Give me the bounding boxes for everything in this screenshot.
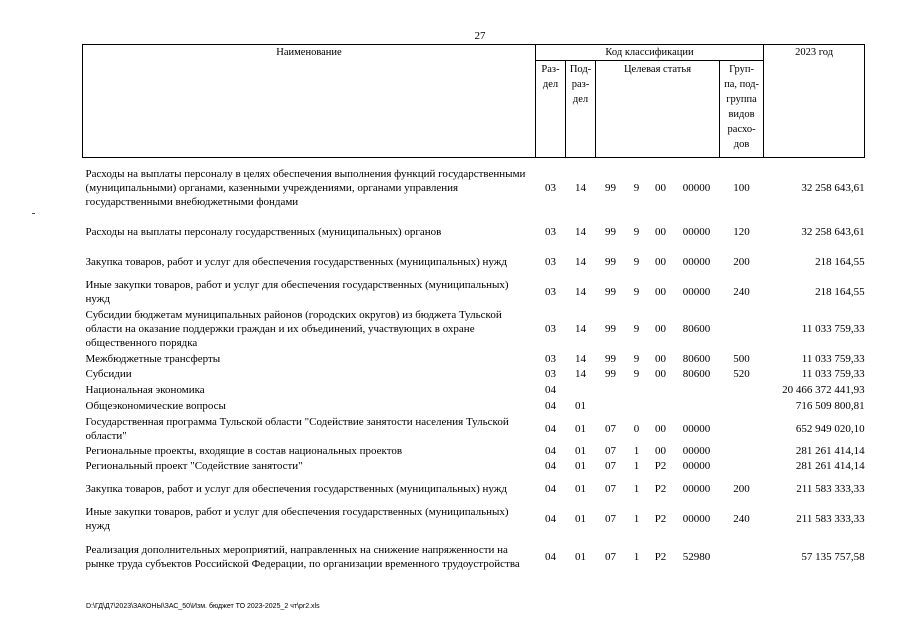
cell-amount: 281 261 414,14 xyxy=(795,459,865,472)
cell-name: Иные закупки товаров, работ и услуг для обеспечения государственных (муниципальных) нужд xyxy=(85,278,509,305)
header-row-top xyxy=(83,45,865,61)
table-row xyxy=(83,474,865,504)
cell-podrazdel: 14 xyxy=(575,322,586,335)
margin-mark xyxy=(32,213,35,214)
cell-target-subprogram: 9 xyxy=(633,181,640,194)
cell-target-subprogram: 1 xyxy=(633,482,640,495)
cell-razdel: 03 xyxy=(545,225,556,238)
cell-amount: 57 135 757,58 xyxy=(801,550,865,563)
cell-podrazdel: 01 xyxy=(575,550,586,563)
cell-target-code: 00000 xyxy=(682,482,711,495)
cell-name: Расходы на выплаты персоналу в целях обеспечения выполнения функций государственными (муниципальными) органами, казенными учреждениями, органами управления государственными внебюджетными фондами xyxy=(85,167,526,208)
cell-group xyxy=(720,398,764,414)
cell-name: Региональные проекты, входящие в состав национальных проектов xyxy=(85,444,403,457)
cell-podrazdel: 14 xyxy=(575,285,586,298)
cell-target-code: 00000 xyxy=(682,459,711,472)
cell-name: Субсидии бюджетам муниципальных районов (городских округов) из бюджета Тульской области на оказание поддержки граждан и их объединений, участвующих в охране общественного порядка xyxy=(85,308,502,349)
page-number: 27 xyxy=(474,30,486,42)
cell-amount: 211 583 333,33 xyxy=(796,512,865,525)
cell-podrazdel: 01 xyxy=(575,444,586,457)
cell-razdel: 03 xyxy=(545,322,556,335)
cell-target-program: 07 xyxy=(605,482,616,495)
cell-target-program: 07 xyxy=(605,459,616,472)
cell-group xyxy=(720,534,764,580)
cell-name: Закупка товаров, работ и услуг для обеспечения государственных (муниципальных) нужд xyxy=(85,255,507,268)
cell-amount: 218 164,55 xyxy=(815,255,865,268)
cell-target-direction: 00 xyxy=(655,352,666,365)
table-row xyxy=(83,352,865,366)
cell-podrazdel: 14 xyxy=(575,367,586,380)
cell-target-direction: 00 xyxy=(655,422,666,435)
cell-group: 240 xyxy=(733,285,750,298)
cell-group xyxy=(720,444,764,458)
header-razdel: Раз- дел xyxy=(536,61,566,158)
cell-razdel: 03 xyxy=(545,285,556,298)
cell-target-code: 52980 xyxy=(682,550,711,563)
cell-podrazdel xyxy=(566,382,596,398)
cell-group: 200 xyxy=(733,255,750,268)
cell-target-subprogram xyxy=(626,398,648,414)
cell-target-subprogram: 9 xyxy=(633,285,640,298)
cell-target-subprogram: 1 xyxy=(633,550,640,563)
cell-target-code: 00000 xyxy=(682,285,711,298)
cell-group: 200 xyxy=(733,482,750,495)
cell-name: Национальная экономика xyxy=(85,383,205,396)
cell-target-code: 80600 xyxy=(682,352,711,365)
cell-razdel: 04 xyxy=(545,422,556,435)
table-row xyxy=(83,504,865,534)
cell-name: Региональный проект "Содействие занятости" xyxy=(85,459,303,472)
cell-target-program: 07 xyxy=(605,444,616,457)
cell-razdel: 03 xyxy=(545,255,556,268)
cell-razdel: 04 xyxy=(545,399,556,412)
cell-group xyxy=(720,382,764,398)
cell-target-subprogram: 9 xyxy=(633,367,640,380)
table-row xyxy=(83,246,865,278)
cell-target-code: 00000 xyxy=(682,444,711,457)
cell-target-direction: 00 xyxy=(655,181,666,194)
table-row xyxy=(83,458,865,474)
cell-target-program: 07 xyxy=(605,550,616,563)
table-row xyxy=(83,534,865,580)
cell-target-program: 99 xyxy=(605,367,616,380)
cell-podrazdel: 01 xyxy=(575,482,586,495)
cell-amount: 32 258 643,61 xyxy=(801,181,865,194)
cell-amount: 218 164,55 xyxy=(815,285,865,298)
cell-target-code: 80600 xyxy=(682,367,711,380)
cell-amount: 211 583 333,33 xyxy=(796,482,865,495)
cell-group: 500 xyxy=(733,352,750,365)
cell-target-subprogram xyxy=(626,382,648,398)
cell-amount: 11 033 759,33 xyxy=(801,367,865,380)
table-row xyxy=(83,366,865,382)
cell-target-direction: 00 xyxy=(655,225,666,238)
cell-target-program xyxy=(596,382,626,398)
table-row xyxy=(83,444,865,458)
cell-name: Государственная программа Тульской области "Содействие занятости населения Тульской области" xyxy=(85,415,509,442)
cell-group: 520 xyxy=(733,367,750,380)
cell-target-direction xyxy=(648,398,674,414)
cell-podrazdel: 01 xyxy=(575,399,586,412)
cell-razdel: 04 xyxy=(545,459,556,472)
header-group: Груп- па, под- группа видов расхо- дов xyxy=(720,61,764,158)
cell-target-program xyxy=(596,398,626,414)
cell-amount: 11 033 759,33 xyxy=(801,322,865,335)
cell-razdel: 03 xyxy=(545,367,556,380)
cell-podrazdel: 14 xyxy=(575,255,586,268)
cell-razdel: 04 xyxy=(545,512,556,525)
cell-name: Общеэкономические вопросы xyxy=(85,399,226,412)
cell-target-program: 07 xyxy=(605,422,616,435)
cell-target-subprogram: 9 xyxy=(633,225,640,238)
cell-razdel: 04 xyxy=(545,444,556,457)
cell-target-code: 80600 xyxy=(682,322,711,335)
cell-amount: 281 261 414,14 xyxy=(795,444,865,457)
cell-target-program: 99 xyxy=(605,322,616,335)
cell-podrazdel: 01 xyxy=(575,422,586,435)
cell-razdel: 03 xyxy=(545,352,556,365)
cell-target-subprogram: 1 xyxy=(633,512,640,525)
file-path-footer: D:\ГД\Д7\2023\ЗАКОНЫ\ЗАС_50\Изм. бюджет ТО 2023-2025_2 чт\pr2.xls xyxy=(86,603,320,610)
cell-target-direction: P2 xyxy=(654,482,667,495)
cell-amount: 20 466 372 441,93 xyxy=(782,383,865,396)
cell-target-direction: P2 xyxy=(654,550,667,563)
cell-razdel: 04 xyxy=(545,482,556,495)
cell-target-program: 99 xyxy=(605,225,616,238)
cell-name: Закупка товаров, работ и услуг для обеспечения государственных (муниципальных) нужд xyxy=(85,482,507,495)
cell-target-direction: 00 xyxy=(655,367,666,380)
cell-target-subprogram: 9 xyxy=(633,255,640,268)
cell-target-subprogram: 1 xyxy=(633,444,640,457)
table-row xyxy=(83,278,865,306)
cell-group: 240 xyxy=(733,512,750,525)
cell-group: 120 xyxy=(733,225,750,238)
header-target: Целевая статья xyxy=(596,61,720,158)
cell-razdel: 03 xyxy=(545,181,556,194)
cell-target-direction: 00 xyxy=(655,255,666,268)
table-row xyxy=(83,398,865,414)
cell-target-subprogram: 1 xyxy=(633,459,640,472)
cell-target-program: 99 xyxy=(605,352,616,365)
cell-group xyxy=(720,306,764,352)
cell-target-code: 00000 xyxy=(682,422,711,435)
cell-name: Расходы на выплаты персоналу государственных (муниципальных) органов xyxy=(85,225,442,238)
cell-target-code xyxy=(674,382,720,398)
table-row xyxy=(83,382,865,398)
table-row xyxy=(83,158,865,218)
cell-target-direction: P2 xyxy=(654,512,667,525)
cell-name: Межбюджетные трансферты xyxy=(85,352,221,365)
cell-group: 100 xyxy=(733,181,750,194)
cell-group xyxy=(720,414,764,444)
cell-target-direction: P2 xyxy=(654,459,667,472)
cell-target-direction xyxy=(648,382,674,398)
cell-amount: 716 509 800,81 xyxy=(795,399,865,412)
cell-razdel: 04 xyxy=(545,550,556,563)
cell-target-direction: 00 xyxy=(655,444,666,457)
cell-target-subprogram: 9 xyxy=(633,322,640,335)
cell-name: Реализация дополнительных мероприятий, направленных на снижение напряженности на рынке труда субъектов Российской Федерации, по организации временного трудоустройства xyxy=(85,543,520,570)
cell-razdel: 04 xyxy=(545,383,556,396)
cell-target-direction: 00 xyxy=(655,322,666,335)
cell-podrazdel: 01 xyxy=(575,459,586,472)
cell-group xyxy=(720,458,764,474)
cell-target-code xyxy=(674,398,720,414)
cell-amount: 11 033 759,33 xyxy=(801,352,865,365)
cell-podrazdel: 14 xyxy=(575,225,586,238)
budget-table xyxy=(82,44,865,580)
cell-target-code: 00000 xyxy=(682,181,711,194)
cell-amount: 32 258 643,61 xyxy=(801,225,865,238)
cell-name: Субсидии xyxy=(85,367,132,380)
header-year: 2023 год xyxy=(764,45,865,158)
cell-target-code: 00000 xyxy=(682,255,711,268)
table-row xyxy=(83,414,865,444)
cell-target-subprogram: 0 xyxy=(633,422,640,435)
cell-name: Иные закупки товаров, работ и услуг для обеспечения государственных (муниципальных) нужд xyxy=(85,505,509,532)
cell-amount: 652 949 020,10 xyxy=(795,422,865,435)
cell-target-program: 07 xyxy=(605,512,616,525)
cell-target-code: 00000 xyxy=(682,512,711,525)
cell-podrazdel: 14 xyxy=(575,181,586,194)
cell-target-direction: 00 xyxy=(655,285,666,298)
cell-target-program: 99 xyxy=(605,181,616,194)
cell-target-program: 99 xyxy=(605,285,616,298)
cell-target-code: 00000 xyxy=(682,225,711,238)
table-row xyxy=(83,306,865,352)
cell-target-program: 99 xyxy=(605,255,616,268)
header-name: Наименование xyxy=(83,45,536,158)
header-podrazdel: Под- раз- дел xyxy=(566,61,596,158)
cell-target-subprogram: 9 xyxy=(633,352,640,365)
cell-podrazdel: 01 xyxy=(575,512,586,525)
table-row xyxy=(83,218,865,246)
cell-podrazdel: 14 xyxy=(575,352,586,365)
table-body xyxy=(83,158,865,580)
header-code: Код классификации xyxy=(536,45,764,61)
